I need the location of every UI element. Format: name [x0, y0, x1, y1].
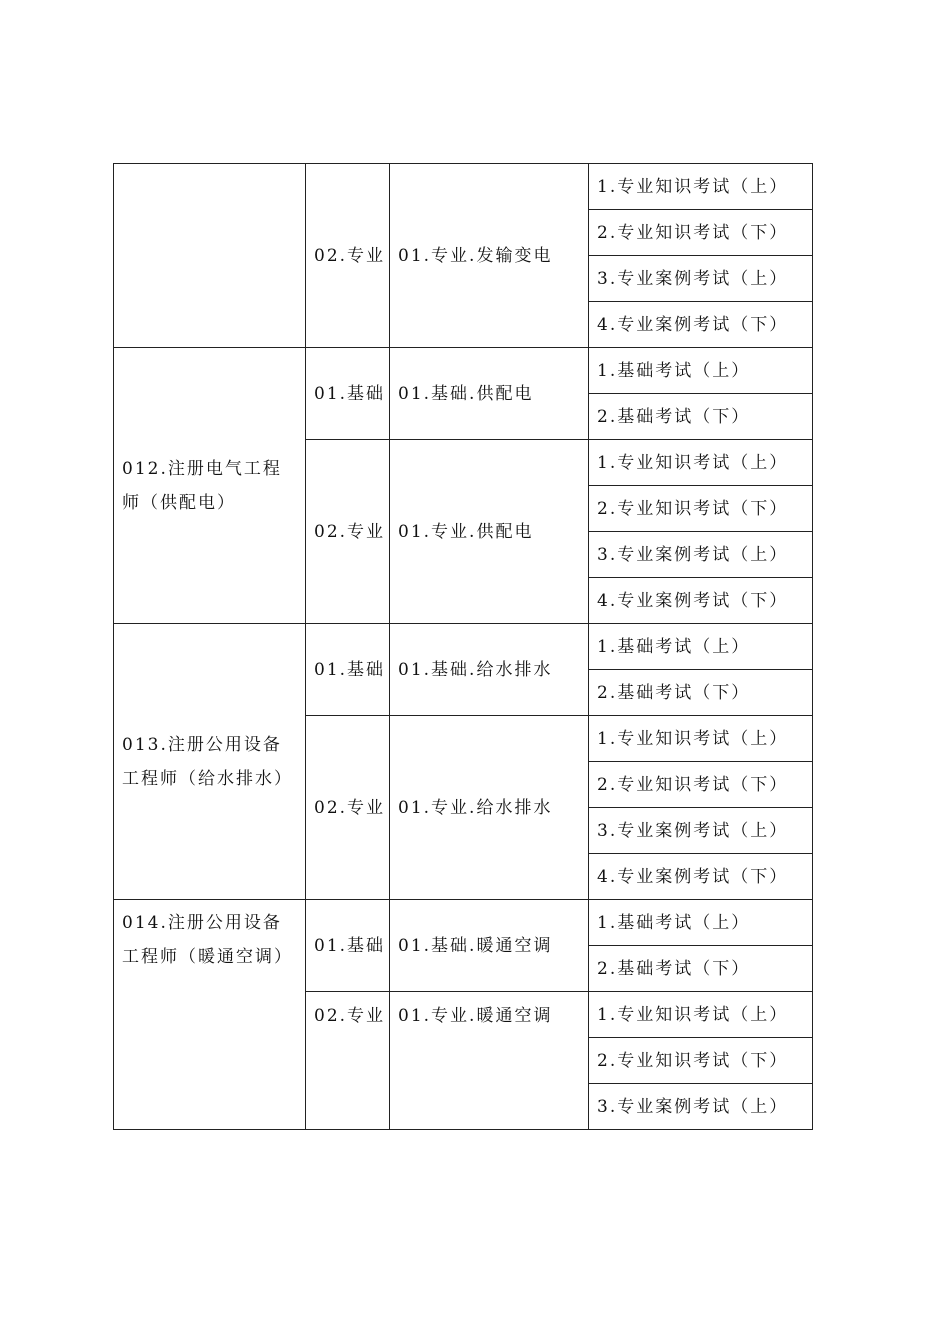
exam-cell: 3.专业案例考试（上）: [589, 256, 813, 302]
exam-type-cell: 02.专业: [306, 164, 390, 348]
exam-type-cell: 02.专业: [306, 440, 390, 624]
subject-cell: [114, 164, 306, 348]
exam-cell: 2.基础考试（下）: [589, 946, 813, 992]
subject-cell: 014.注册公用设备工程师（暖通空调）: [114, 900, 306, 1130]
exam-cell: 1.专业知识考试（上）: [589, 992, 813, 1038]
exam-subject-table: [113, 163, 813, 1130]
subject-cell: 013.注册公用设备工程师（给水排水）: [114, 624, 306, 900]
exam-cell: 3.专业案例考试（上）: [589, 1084, 813, 1130]
exam-cell: 2.基础考试（下）: [589, 670, 813, 716]
exam-cell: 1.专业知识考试（上）: [589, 440, 813, 486]
exam-type-cell: 02.专业: [306, 716, 390, 900]
exam-cell: 2.基础考试（下）: [589, 394, 813, 440]
exam-cell: 3.专业案例考试（上）: [589, 808, 813, 854]
exam-cell: 1.基础考试（上）: [589, 624, 813, 670]
exam-cell: 2.专业知识考试（下）: [589, 762, 813, 808]
exam-cell: 1.基础考试（上）: [589, 900, 813, 946]
exam-cell: 2.专业知识考试（下）: [589, 1038, 813, 1084]
specialty-cell: 01.基础.暖通空调: [390, 900, 589, 992]
exam-cell: 2.专业知识考试（下）: [589, 210, 813, 256]
exam-cell: 1.基础考试（上）: [589, 348, 813, 394]
specialty-cell: 01.基础.给水排水: [390, 624, 589, 716]
table-row: [114, 348, 813, 394]
table-row: [114, 624, 813, 670]
exam-cell: 4.专业案例考试（下）: [589, 854, 813, 900]
specialty-cell: 01.基础.供配电: [390, 348, 589, 440]
specialty-cell: 01.专业.供配电: [390, 440, 589, 624]
exam-cell: 2.专业知识考试（下）: [589, 486, 813, 532]
exam-cell: 4.专业案例考试（下）: [589, 578, 813, 624]
exam-type-cell: 01.基础: [306, 348, 390, 440]
table-row: [114, 900, 813, 946]
exam-cell: 3.专业案例考试（上）: [589, 532, 813, 578]
exam-type-cell: 01.基础: [306, 900, 390, 992]
exam-type-cell: 01.基础: [306, 624, 390, 716]
exam-cell: 4.专业案例考试（下）: [589, 302, 813, 348]
specialty-cell: 01.专业.给水排水: [390, 716, 589, 900]
specialty-cell: 01.专业.发输变电: [390, 164, 589, 348]
exam-cell: 1.专业知识考试（上）: [589, 164, 813, 210]
exam-type-cell: 02.专业: [306, 992, 390, 1130]
specialty-cell: 01.专业.暖通空调: [390, 992, 589, 1130]
subject-cell: 012.注册电气工程师（供配电）: [114, 348, 306, 624]
table-row: [114, 164, 813, 210]
exam-cell: 1.专业知识考试（上）: [589, 716, 813, 762]
